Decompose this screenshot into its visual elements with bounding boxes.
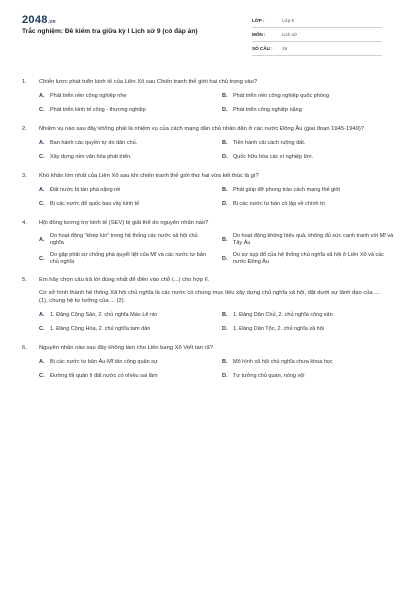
option-letter: D. bbox=[222, 201, 228, 208]
option-text: Do hoạt động không hiệu quả, không đủ sức cạnh tranh với Mĩ và Tây Âu bbox=[233, 233, 394, 247]
option-letter: D. bbox=[222, 325, 228, 332]
option-text: Do sự sụp đổ của hệ thống chủ nghĩa xã hội ở Liên Xô và các nước Đông Âu bbox=[233, 251, 384, 266]
question-5 bbox=[22, 276, 382, 335]
question-number: 1. bbox=[22, 79, 27, 85]
option-a[interactable] bbox=[39, 92, 212, 102]
option-c[interactable] bbox=[39, 153, 212, 163]
question-4 bbox=[22, 219, 394, 267]
option-text: Phát triển kinh tế công - thương nghiệp bbox=[50, 107, 146, 114]
option-letter: B. bbox=[222, 93, 228, 100]
option-letter: B. bbox=[222, 358, 228, 365]
option-text: Do hoạt động "khép kín" trong hệ thống các nước xã hội chủ nghĩa bbox=[50, 233, 198, 247]
option-text: Đường lối quản lí đất nước có nhiều sai lầm bbox=[50, 372, 158, 379]
option-b[interactable] bbox=[222, 311, 395, 321]
option-letter: D. bbox=[222, 107, 228, 114]
option-letter: B. bbox=[222, 187, 228, 194]
option-letter: B. bbox=[222, 140, 228, 147]
question-text: Em hãy chọn câu trả lời đúng nhất để điền vào chỗ (...) cho hợp lí. bbox=[39, 276, 210, 283]
question-text: Chiến lược phát triển kinh tế của Liên Xô sau Chiến tranh thế giới hai chủ trọng vào? bbox=[39, 79, 258, 85]
option-c[interactable] bbox=[39, 200, 212, 210]
option-letter: A. bbox=[39, 140, 45, 147]
answer-options bbox=[39, 233, 394, 267]
meta-value: Lịch sử bbox=[282, 32, 298, 37]
option-letter: C. bbox=[39, 201, 45, 208]
question-2 bbox=[22, 125, 382, 163]
option-letter: A. bbox=[39, 236, 45, 243]
option-text: Phát triển nền công nghiệp quốc phòng bbox=[233, 93, 330, 100]
option-d[interactable] bbox=[222, 106, 395, 116]
option-b[interactable] bbox=[222, 358, 395, 368]
option-b[interactable] bbox=[222, 233, 395, 248]
option-letter: C. bbox=[39, 325, 45, 332]
option-b[interactable] bbox=[222, 139, 395, 149]
question-number: 4. bbox=[22, 220, 27, 226]
answer-options bbox=[39, 311, 382, 335]
option-letter: C. bbox=[39, 255, 45, 262]
meta-key: SỐ CÂU : bbox=[252, 46, 273, 51]
option-a[interactable] bbox=[39, 358, 212, 368]
option-d[interactable] bbox=[222, 325, 395, 335]
answer-options bbox=[39, 92, 382, 116]
option-letter: D. bbox=[222, 255, 228, 262]
option-text: Bị các nước đế quốc bao vây kinh tế bbox=[50, 201, 140, 208]
option-a[interactable] bbox=[39, 311, 212, 321]
option-c[interactable] bbox=[39, 106, 212, 116]
option-letter: C. bbox=[39, 372, 45, 379]
question-text: Hội đồng tương trợ kinh tế (SEV) bị giải thể do nguyên nhân nào? bbox=[39, 220, 209, 226]
logo-suffix: .vn bbox=[47, 19, 56, 25]
answer-options bbox=[39, 186, 382, 210]
option-text: Phát triển nền công nghiệp nhẹ bbox=[50, 93, 127, 100]
option-c[interactable] bbox=[39, 252, 212, 267]
meta-row-class bbox=[252, 14, 382, 28]
page-header bbox=[0, 0, 400, 62]
meta-key: MÔN : bbox=[252, 32, 266, 37]
option-d[interactable] bbox=[222, 372, 395, 382]
logo-text: 2048 bbox=[22, 14, 48, 26]
question-list bbox=[22, 78, 394, 391]
option-a[interactable] bbox=[39, 139, 212, 149]
answer-options bbox=[39, 139, 382, 163]
option-c[interactable] bbox=[39, 325, 212, 335]
question-number: 5. bbox=[22, 276, 27, 283]
option-d[interactable] bbox=[222, 200, 395, 210]
question-1 bbox=[22, 78, 382, 116]
option-text: 1. Đảng Cộng Hòa, 2. chủ nghĩa tam dân bbox=[50, 325, 151, 332]
question-6 bbox=[22, 344, 382, 382]
option-letter: A. bbox=[39, 311, 45, 318]
option-letter: B. bbox=[222, 236, 228, 243]
meta-value: 19 bbox=[282, 46, 288, 51]
question-text: Khó khăn lớn nhất của Liên Xô sau khi chiến tranh thế giới thứ hai vừa kết thúc là gì? bbox=[39, 173, 259, 179]
option-letter: A. bbox=[39, 93, 45, 100]
meta-row-subject bbox=[252, 28, 382, 42]
meta-key: LỚP : bbox=[252, 18, 265, 23]
option-text: Mô hình xã hội chủ nghĩa chưa khoa học bbox=[233, 358, 333, 365]
option-text: Đất nước bị tàn phá nặng nề bbox=[50, 187, 121, 194]
option-text: 1. Đảng Dân Chủ, 2. chủ nghĩa cộng sản bbox=[233, 311, 333, 318]
option-text: Tiến hành cải cách ruộng đất. bbox=[233, 140, 306, 147]
option-d[interactable] bbox=[222, 153, 395, 163]
option-letter: B. bbox=[222, 311, 228, 318]
option-letter: D. bbox=[222, 154, 228, 161]
question-text: Nhiệm vụ nào sau đây không phải là nhiệm vụ của cách mạng dân chủ nhân dân ở các nước Đông Âu (giai đoạn 1945-1949)? bbox=[39, 126, 365, 132]
option-b[interactable] bbox=[222, 92, 395, 102]
option-a[interactable] bbox=[39, 186, 212, 196]
option-letter: D. bbox=[222, 372, 228, 379]
meta-value: Lớp 9 bbox=[282, 18, 294, 23]
question-text: Nguyên nhân nào sau đây không làm cho Liên bang Xô Viết tan rã? bbox=[39, 344, 213, 351]
option-text: Ban hành các quyền tự do dân chủ. bbox=[50, 140, 138, 147]
option-text: 1. Đảng Dân Tộc, 2. chủ nghĩa xã hội bbox=[233, 325, 325, 332]
option-text: 1. Đảng Cộng Sản, 2. chủ nghĩa Mác-Lê nin bbox=[50, 311, 158, 318]
option-text: Phải giúp đỡ phong trào cách mạng thế giới bbox=[233, 187, 341, 194]
option-letter: C. bbox=[39, 107, 45, 114]
option-text: Xây dựng nền văn hóa phát triển. bbox=[50, 154, 132, 161]
question-3 bbox=[22, 172, 382, 210]
meta-row-count bbox=[252, 42, 382, 56]
question-number: 6. bbox=[22, 344, 27, 351]
option-text: Phát triển công nghiệp nặng bbox=[233, 107, 302, 114]
option-letter: A. bbox=[39, 187, 45, 194]
option-text: Bị các nước tư bản cô lập về chính trị bbox=[233, 201, 325, 208]
option-letter: A. bbox=[39, 358, 45, 365]
question-passage: Cơ sở hình thành hệ thống Xã hội chủ nghĩa là các nước có chung mục tiêu xây dựng chủ nghĩa xã hội, đặt dưới sự lãnh đạo của .... (1), chung hệ tư tưởng của ... (2). bbox=[39, 289, 381, 304]
site-logo[interactable] bbox=[22, 14, 56, 26]
document-title: Trắc nghiệm: Đề kiểm tra giữa kỳ I Lịch sử 9 (có đáp án) bbox=[22, 28, 198, 35]
option-text: Bị các nước tư bản Âu-Mĩ tấn công quân sự bbox=[50, 358, 158, 365]
option-text: Quốc hữu hóa các xí nghiệp lớn. bbox=[233, 154, 314, 161]
option-letter: C. bbox=[39, 154, 45, 161]
option-text: Do gặp phải sự chống phá quyết liệt của Mĩ và các nước tư bản chủ nghĩa bbox=[50, 251, 206, 266]
option-b[interactable] bbox=[222, 186, 395, 196]
question-number: 3. bbox=[22, 173, 27, 179]
question-number: 2. bbox=[22, 126, 27, 132]
meta-table bbox=[252, 14, 382, 56]
option-a[interactable] bbox=[39, 233, 212, 248]
option-text: Tư tưởng chủ quan, nóng vội bbox=[233, 372, 305, 379]
option-c[interactable] bbox=[39, 372, 212, 382]
answer-options bbox=[39, 358, 382, 382]
option-d[interactable] bbox=[222, 252, 395, 267]
